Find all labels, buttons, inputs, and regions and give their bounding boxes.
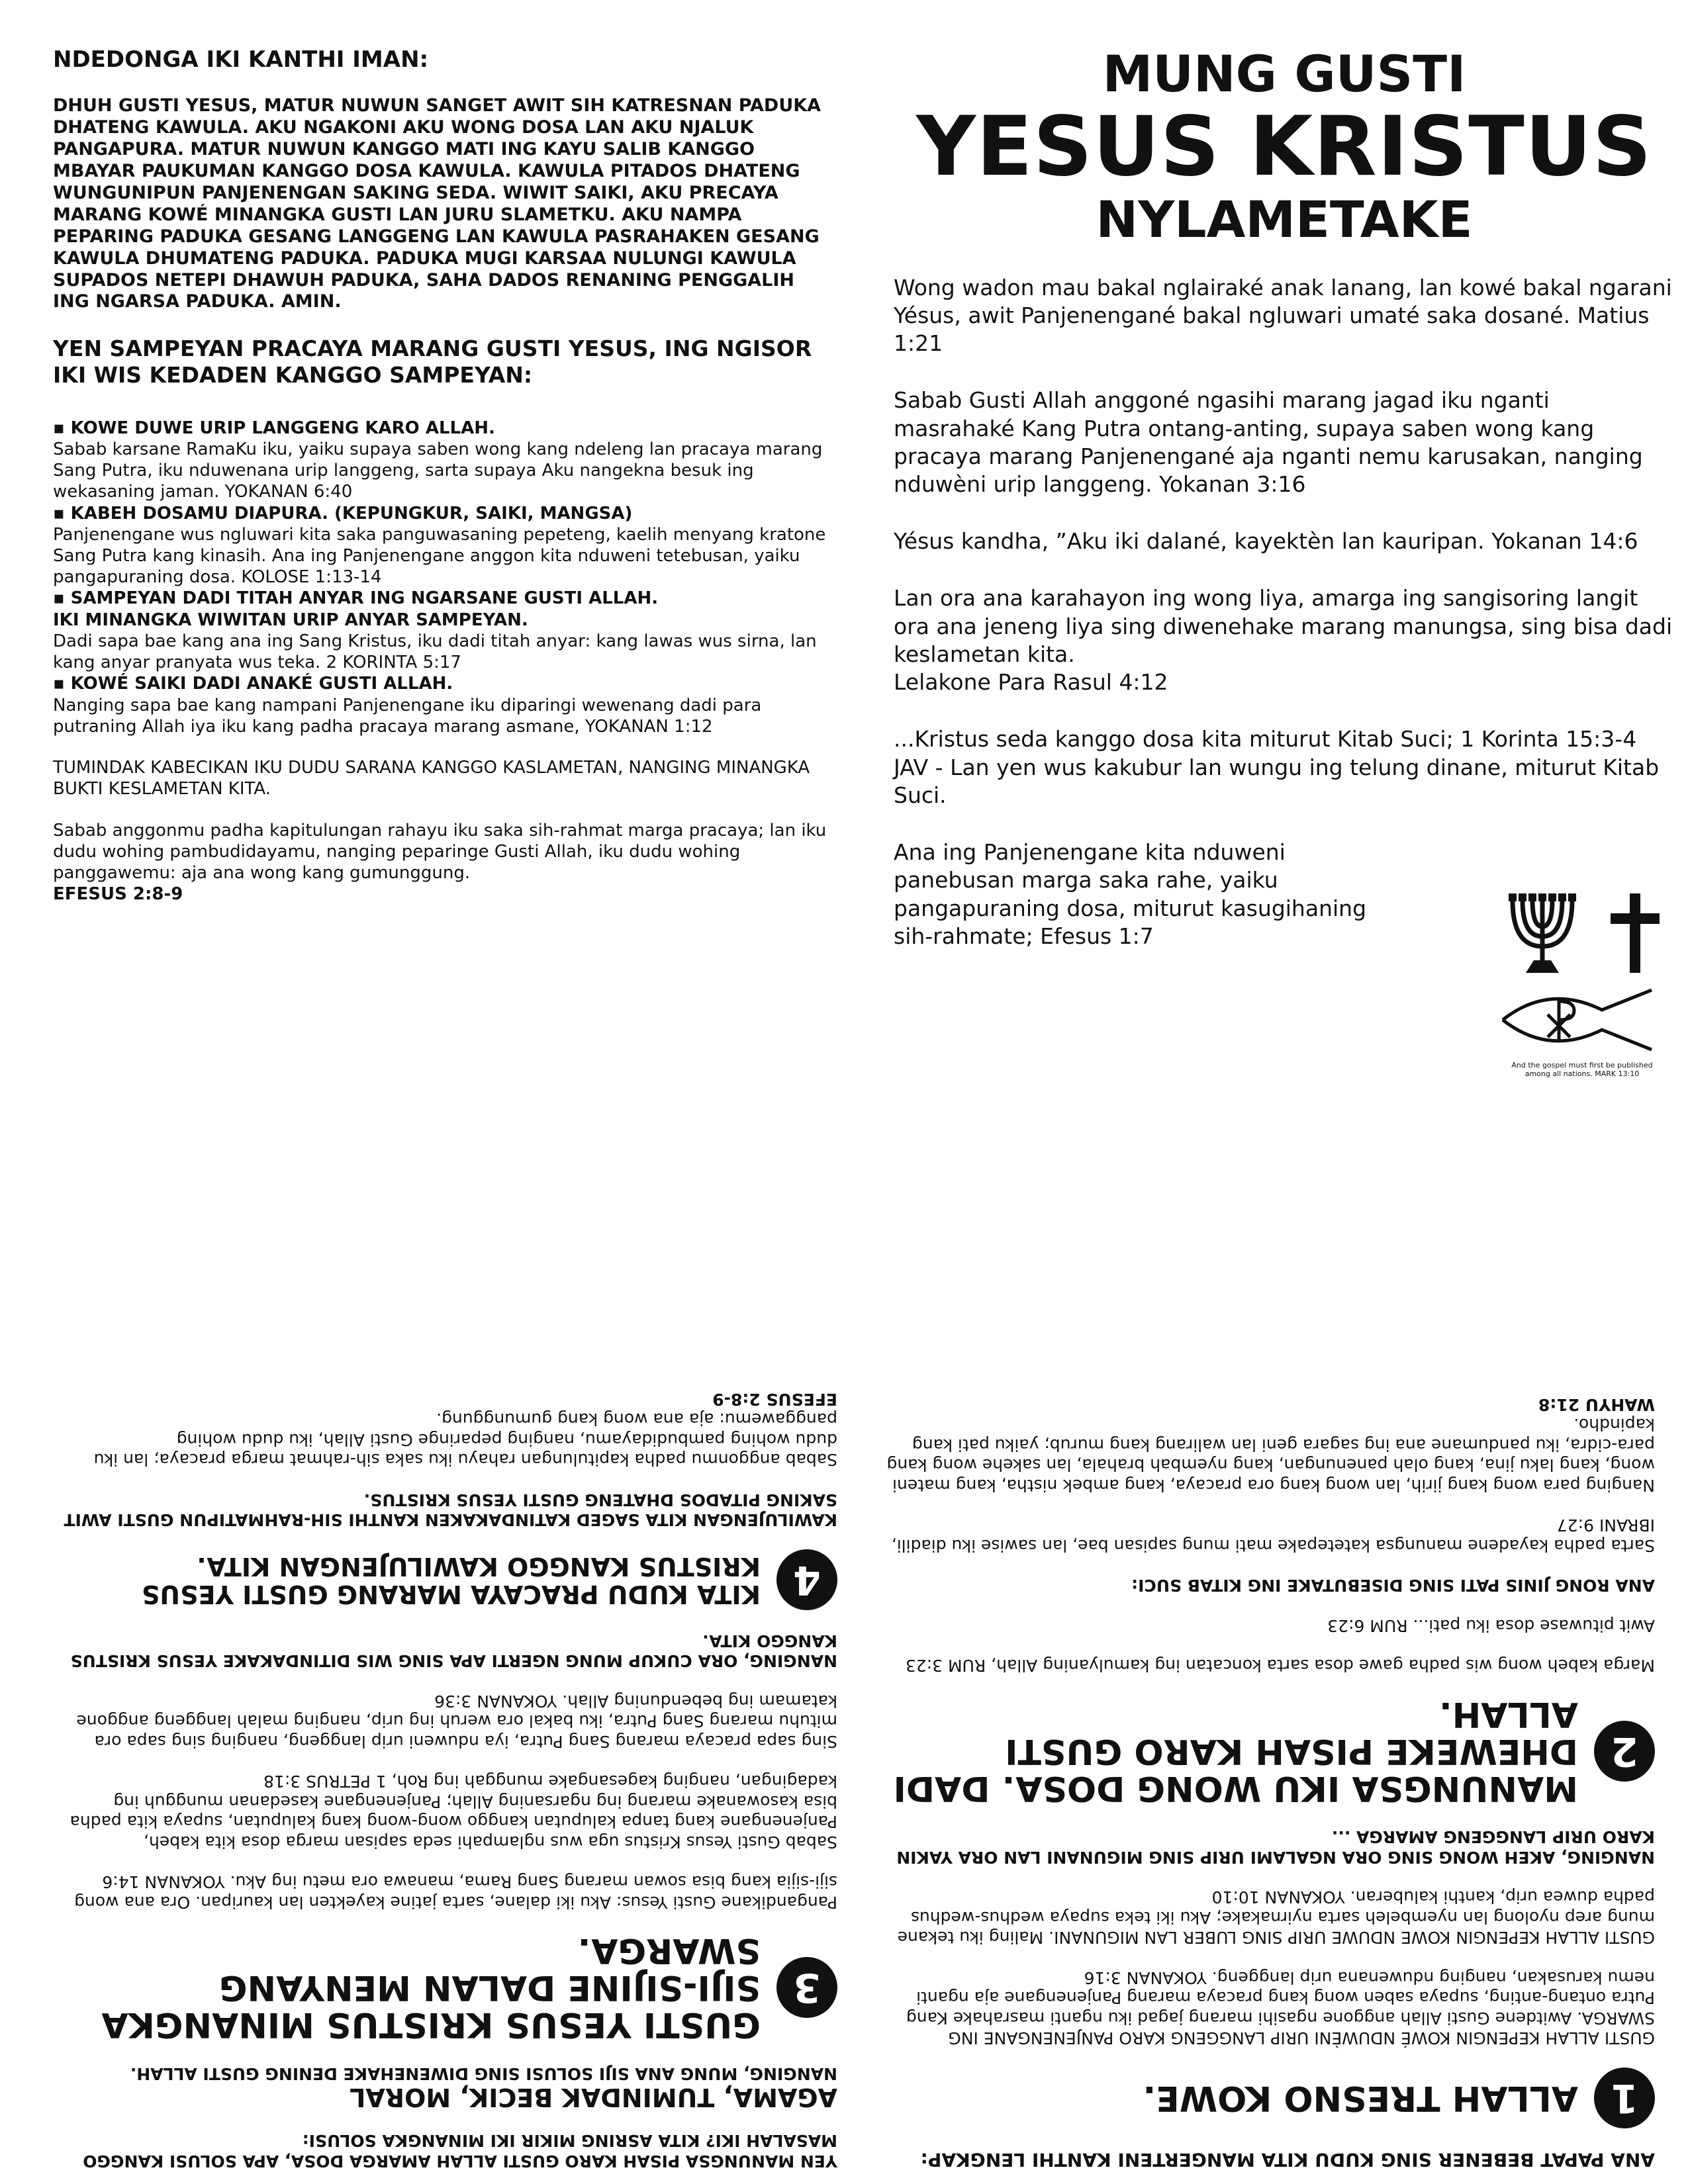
section-4-verse-ref: EFESUS 2:8-9 <box>712 1390 837 1409</box>
benefit-2-text: Panjenengane wus ngluwari kita saka panguwasaning pepeteng, kaelih menyang kratone Sang Putra kang kinasih. Ana ing Panjenengane anggon kita nduweni tetebusan, yaiku pangapuraning dosa. KOLOSE 1:13-14 <box>53 524 826 588</box>
section-2-verse-1: Marga kabeh wong wis padha gawe dosa sarta koncatan ing kamulyaning Allah, RUM 3:23 <box>905 1656 1655 1676</box>
ephesians-text: Sabab anggonmu padha kapitulungan rahayu iku saka sih-rahmat marga pracaya; lan iku dudu wohing pambudidayamu, nanging peparinge Gusti Allah, iku dudu wohing panggawemu: aja ana wong kang gumunggung. <box>53 820 827 884</box>
section-3-verse-2: Sabab Gusti Yesus Kristus uga wus nglampahi seda sapisan marga dosa kita kabeh, Panjenengane kang tanpa kaluputan kanggo wong-wong kang kaluputan, supaya kita padha bisa kasowanake marang ing ngarsaning Allah; Panjenengane kasedanan mungguh ing kadagingan, nanging kagesangake munggah ing Roh, 1 PETRUS 3:18 <box>70 1772 837 1852</box>
symbols-block <box>1489 890 1675 1079</box>
section-4-verse-text: Sabab anggonmu padha kapitulungan rahayu iku saka sih-rahmat marga pracaya; lan iku dudu wohing pambudidayamu, nanging peparinge Gusti Allah, iku dudu wohing panggawemu: aja ana wong kang gumunggung. <box>93 1410 837 1470</box>
verse-acts <box>894 584 1675 696</box>
section-2-heading: ANA RONG JINIS PATI SING DISEBUTAKE ING KITAB SUCI: <box>1131 1576 1655 1596</box>
verse-john-14-6: Yésus kandha, ”Aku iki dalané, kayektèn lan kauripan. Yokanan 14:6 <box>894 528 1638 555</box>
verse-matthew: Wong wadon mau bakal nglairaké anak lanang, lan kowé bakal ngarani Yésus, awit Panjenengané bakal ngluwari umaté saka dosané. Matius 1:21 <box>894 274 1672 357</box>
prayer-text: DHUH GUSTI YESUS, MATUR NUWUN SANGET AWIT SIH KATRESNAN PADUKA DHATENG KAWULA. AKU NGAKONI AKU WONG DOSA LAN AKU NJALUK PANGAPURA. MATUR NUWUN KANGGO MATI ING KAYU SALIB KANGGO MBAYAR PAUKUMAN KANGGO DOSA KAWULA. KAWULA PITADOS DHATENG WUNGUNIPUN PANJENENGAN SAKING SEDA. WIWIT SAIKI, AKU PRECAYA MARANG KOWÉ MINANGKA GUSTI LAN JURU SLAMETKU. AKU NAMPA PEPARING PADUKA GESANG LANGGENG LAN KAWULA PASRAHAKEN GESANG KAWULA DHUMATENG PADUKA. PADUKA MUGI KARSAA NULUNGI KAWULA SUPADOS NETEPI DHAWUH PADUKA, SAHA DADOS RENANING PENGGALIH ING NGARSA PADUKA. AMIN. <box>53 95 821 312</box>
section-2-header <box>874 1695 1655 1806</box>
benefit-3-text: Dadi sapa bae kang ana ing Sang Kristus, iku dadi titah anyar: kang lawas wus sirna, lan kang anyar pranyata wus teka. 2 KORINTA 5:17 <box>53 631 817 673</box>
benefit-4-title: ▪ KOWÉ SAIKI DADI ANAKÉ GUSTI ALLAH. <box>53 674 453 694</box>
section-2-verse-4-text: Nanging para wong kang jirih, lan wong kang ora pracaya, kang ambek nistha, kang mateni wong, kang laku jina, kang olah panenungan, kang nyembah brahala, lan sakehe wong kang para-cidra, iku pandumane ana ing sagara geni lan walirang kang murub; yaiku pati kang kapindho. <box>886 1415 1655 1495</box>
solution-intro: YEN MANUNGSA PISAH KARO GUSTI ALLAH AMARGA DOSA, APA SOLUSI KANGGO MASALAH IKI? KITA ASRING MIKIR IKI MINANGKA SOLUSI: <box>83 2131 837 2171</box>
section-1-header <box>874 2068 1655 2128</box>
menorah-icon <box>1499 890 1585 979</box>
benefits-list <box>53 418 834 905</box>
benefit-3-title: ▪ SAMPEYAN DADI TITAH ANYAR ING NGARSANE GUSTI ALLAH. <box>53 588 659 609</box>
cover-line-2: YESUS KRISTUS <box>916 99 1652 195</box>
section-2-number: 2 <box>1594 1721 1655 1782</box>
not-enough-note: NANGING, ORA CUKUP MUNG NGERTI APA SING WIS DITINDAKAKE YESUS KRISTUS KANGGO KITA. <box>70 1631 837 1671</box>
cover-line-3: NYLAMETAKE <box>1096 189 1473 249</box>
section-4-number: 4 <box>776 1550 837 1611</box>
section-1-number: 1 <box>1594 2068 1655 2128</box>
section-3-title: GUSTI YESUS KRISTUS MINANGKA SIJI-SIJINE DALAN MENYANG SWARGA. <box>101 1931 761 2045</box>
ephesians-ref: EFESUS 2:8-9 <box>53 884 183 905</box>
works-statement: TUMINDAK KABECIKAN IKU DUDU SARANA KANGGO KASLAMETAN, NANGING MINANGKA BUKTI KESLAMETAN KITA. <box>53 758 810 799</box>
section-2-verse-2: Awit pituwase dosa iku pati... RUM 6:23 <box>1327 1615 1655 1635</box>
section-1-title: ALLAH TRESNO KOWE. <box>1143 2078 1578 2118</box>
section-4-text: KAWILUJENGAN KITA SAGED KATINDAKAKEN KANTHI SIH-RAHMATIPUN GUSTI AWIT SAKING PITADOS DHATENG GUSTI YESUS KRISTUS. <box>64 1490 837 1530</box>
believers-heading: YEN SAMPEYAN PRACAYA MARANG GUSTI YESUS, ING NGISOR IKI WIS KEDADEN KANGGO SAMPEYAN: <box>53 336 812 388</box>
benefit-4-text: Nanging sapa bae kang nampani Panjenengane iku diparingi wewenang dadi para putraning Allah iya iku kang padha pracaya marang asmane, YOKANAN 1:12 <box>53 695 762 737</box>
section-4-title: KITA KUDU PRACAYA MARANG GUSTI YESUS KRISTUS KANGGO KAWILUJENGAN KITA. <box>141 1552 761 1609</box>
religion-title: AGAMA, TUMINDAK BECIK, MORAL <box>350 2083 837 2112</box>
section-4-verse <box>56 1389 837 1470</box>
section-1-text-3: NANGING, AKEH WONG SING ORA NGALAMI URIP SING MIGUNANI LAN ORA YAKIN KARO URIP LANGGENG AMARGA ... <box>896 1827 1655 1867</box>
section-2-verse-3: Sarta padha kayadene manungsa katetepake mati mung sapisan bae, lan sawise iku diadili, IBRANI 9:27 <box>891 1516 1655 1555</box>
symbols-caption-line-1: And the gospel must first be published <box>1511 1060 1653 1069</box>
benefit-3-subtitle: IKI MINANGKA WIWITAN URIP ANYAR SAMPEYAN. <box>53 610 528 630</box>
chi-rho-fish-icon <box>1496 1043 1668 1056</box>
verse-ephesians: Ana ing Panjenengane kita nduweni panebusan marga saka rahe, yaiku pangapuraning dosa, miturut kasugihaning sih-rahmate; Efesus 1:7 <box>894 839 1367 949</box>
verse-acts-ref: Lelakone Para Rasul 4:12 <box>894 669 1168 696</box>
section-3-verse-3: Sing sapa pracaya marang Sang Putra, iya nduweni urip langgeng, nanging sing sapa ora mituhu marang Sang Putra, iku bakal ora weruh ing urip, nanging malah langgeng anggone katamam ing bebenduning Allah. YOKANAN 3:36 <box>76 1692 837 1751</box>
benefit-2-title: ▪ KABEH DOSAMU DIAPURA. (KEPUNGKUR, SAIKI, MANGSA) <box>53 503 633 523</box>
symbols-caption-line-2: among all nations. MARK 13:10 <box>1524 1069 1640 1079</box>
section-3-verse-1: Pangandikane Gusti Yesus: Aku iki dalane, sarta jatine kayekten lan kauripan. Ora ana wong siji-sijia kang bisa sowan marang Sang Rama, manawa ora metu ing Aku. YOKANAN 14:6 <box>74 1872 837 1912</box>
solution-panel <box>56 1138 837 2171</box>
symbols-caption <box>1489 1061 1675 1079</box>
verse-john-3-16: Sabab Gusti Allah anggoné ngasihi marang jagad iku nganti masrahaké Kang Putra ontang-anting, supaya saben wong kang pracaya marang Panjenengané aja nganti nemu karusakan, nanging nduwèni urip langgeng. Yokanan 3:16 <box>894 387 1643 497</box>
truths-panel <box>874 1138 1655 2171</box>
benefit-1-title: ▪ KOWE DUWE URIP LANGGENG KARO ALLAH. <box>53 418 495 438</box>
prayer-title: NDEDONGA IKI KANTHI IMAN: <box>53 46 429 73</box>
section-3-header <box>56 1932 837 2043</box>
verse-acts-text: Lan ora ana karahayon ing wong liya, amarga ing sangisoring langit ora ana jeneng liya sing diwenehake marang manungsa, sing bisa dadi keslametan kita. <box>894 585 1673 667</box>
cover-panel <box>894 46 1675 1079</box>
section-2-verse-4-ref: WAHYU 21:8 <box>1538 1394 1655 1414</box>
benefit-1-text: Sabab karsane RamaKu iku, yaiku supaya saben wong kang ndeleng lan pracaya marang Sang Putra, iku nduwenana urip langgeng, sarta supaya Aku nangekna besuk ing wekasaning jaman. YOKANAN 6:40 <box>53 439 823 502</box>
verse-corinthians: ...Kristus seda kanggo dosa kita miturut Kitab Suci; 1 Korinta 15:3-4 JAV - Lan yen wus kakubur lan wungu ing telung dinane, miturut Kitab Suci. <box>894 726 1660 808</box>
cross-icon <box>1605 890 1665 979</box>
section-1-text-1: GUSTI ALLAH KEPENGIN KOWÉ NDUWÈNI URIP LANGGENG KARO PANJENENGANE ING SWARGA. Awitdene Gusti Allah anggone ngasihi marang jagad iku nganti masrahake Kang Putra ontang-anting, supaya saben wong kang pracaya marang Panjenengane aja nganti nemu karusakan, nanging nduwenana urip langgeng. YOKANAN 3:16 <box>906 1968 1655 2048</box>
section-1-text-2: GUSTI ALLAH KEPENGIN KOWE NDUWE URIP SING LUBER LAN MIGUNANI. Maling iku tekane mung arep nyolong lan nyembeleh sarta nyirnakake; Aku iki teka supaya wedhus-wedhus padha duwea urip, kanthi kaluberan. YOKANAN 10:10 <box>897 1888 1655 1948</box>
section-4-header <box>56 1550 837 1611</box>
section-2-title: MANUNGSA IKU WONG DOSA. DADI DHEWEKE PISAH KARO GUSTI ALLAH. <box>893 1694 1578 1808</box>
cover-line-1: MUNG GUSTI <box>1102 44 1466 103</box>
cover-heading <box>894 46 1675 248</box>
religion-note: NANGING, MUNG ANA SIJI SOLUSI SING DIWENEHAKE DENING GUSTI ALLAH. <box>130 2064 837 2083</box>
truths-intro: ANA PAPAT BEBENER SING KUDU KITA MANGERTENI KANTHI LENGKAP: <box>920 2149 1655 2171</box>
prayer-panel <box>53 46 834 1079</box>
section-2-verse-4 <box>874 1394 1655 1495</box>
section-3-number: 3 <box>776 1957 837 2018</box>
